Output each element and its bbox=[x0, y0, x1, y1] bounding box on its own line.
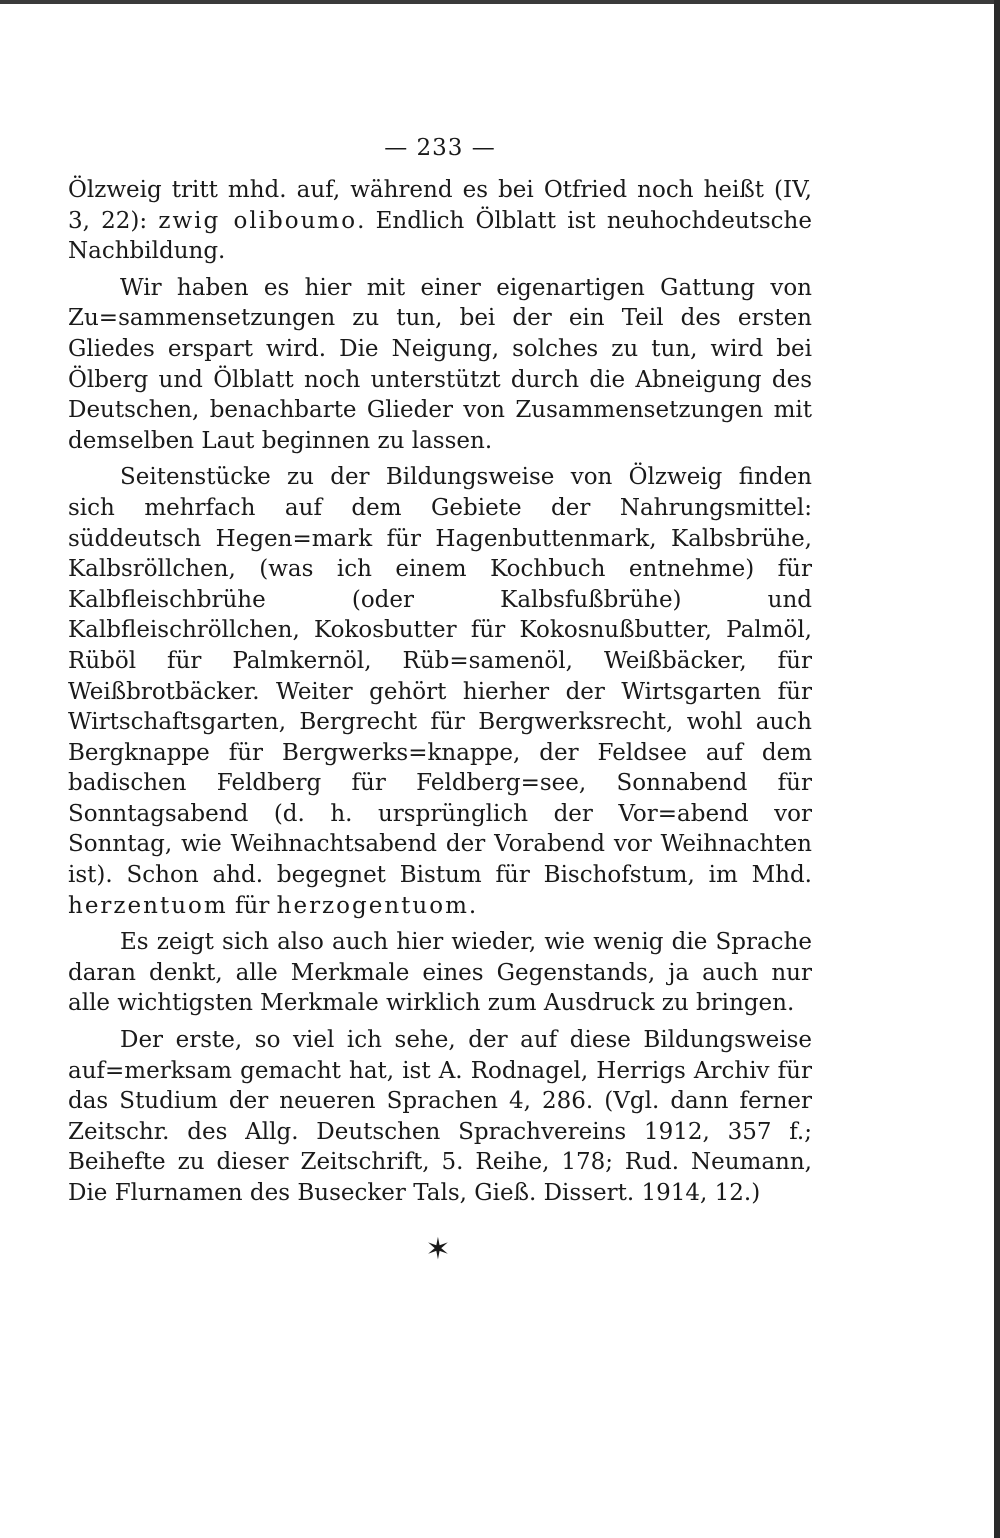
text-run: Es zeigt sich also auch hier wieder, wie wenig die Sprache daran denkt, alle Merkmale eines Gegenstands, ja auch nur alle wichtigsten Merkmale wirklich zum Ausdruck zu bringen. bbox=[68, 929, 812, 1017]
text-run: Der erste, so viel ich sehe, der auf diese Bildungsweise auf=merksam gemacht hat, ist A. Rodnagel, Herrigs Archiv für das Studium der neueren Sprachen 4, 286. (Vgl. dann ferner Zeitschr. des Allg. Deutschen Sprachvereins 1912, 357 f.; Beihefte zu dieser Zeitschrift, 5. Reihe, 178; Rud. Neumann, Die Flurnamen des Busecker Tals, Gieß. Dissert. 1914, 12.) bbox=[68, 1027, 812, 1206]
paragraph bbox=[68, 927, 812, 1019]
paragraph bbox=[68, 273, 812, 457]
spaced-quote: herzogentuom bbox=[276, 892, 469, 919]
paragraph bbox=[68, 462, 812, 921]
text-run: für bbox=[227, 892, 277, 919]
text-run: . Endlich Ölblatt ist neuhochdeutsche Nachbildung. bbox=[68, 207, 812, 265]
page-number: — 233 — bbox=[384, 135, 496, 161]
text-run: Wir haben es hier mit einer eigenartigen Gattung von Zu=sammensetzungen zu tun, bei der ein Teil des ersten Gliedes erspart wird. Die Neigung, solches zu tun, wird bei Ölberg und Ölblatt noch unterstützt durch die Abneigung des Deutschen, benachbarte Glieder von Zusammensetzungen mit demselben Laut beginnen zu lassen. bbox=[68, 274, 812, 454]
body-text bbox=[68, 175, 812, 1215]
spaced-quote: zwig oliboumo bbox=[158, 207, 358, 234]
spaced-quote: herzentuom bbox=[68, 892, 228, 919]
page-edge-right bbox=[994, 0, 1000, 1538]
paragraph bbox=[68, 175, 812, 267]
page-edge-top bbox=[0, 0, 1000, 4]
text-run: Ölzweig tritt mhd. auf, während es bei Otfried noch heißt (IV, 3, 22): bbox=[68, 177, 812, 234]
text-run: . bbox=[468, 892, 477, 919]
paragraph bbox=[68, 1025, 812, 1209]
text-run: Seitenstücke zu der Bildungsweise von Ölzweig finden sich mehrfach auf dem Gebiete der Nahrungsmittel: süddeutsch Hegen=mark für Hagenbuttenmark, Kalbsbrühe, Kalbsröllchen, (was ich einem Kochbuch entnehme) für Kalbfleischbrühe (oder Kalbsfußbrühe) und Kalbfleischröllchen, Kokosbutter für Kokosnußbutter, Palmöl, Rüböl für Palmkernöl, Rüb=samenöl, Weißbäcker, für Weißbrotbäcker. Weiter gehört hierher der Wirtsgarten für Wirtschaftsgarten, Bergrecht für Bergwerksrecht, wohl auch Bergknappe für Bergwerks=knappe, der Feldsee auf dem badischen Feldberg für Feldberg=see, Sonnabend für Sonntagsabend (d. h. ursprünglich der Vor=abend vor Sonntag, wie Weihnachtsabend der Vorabend vor Weihnachten ist). Schon ahd. begegnet Bistum für Bischofstum, im Mhd. bbox=[68, 464, 812, 889]
end-star-ornament: ✶ bbox=[425, 1232, 451, 1267]
